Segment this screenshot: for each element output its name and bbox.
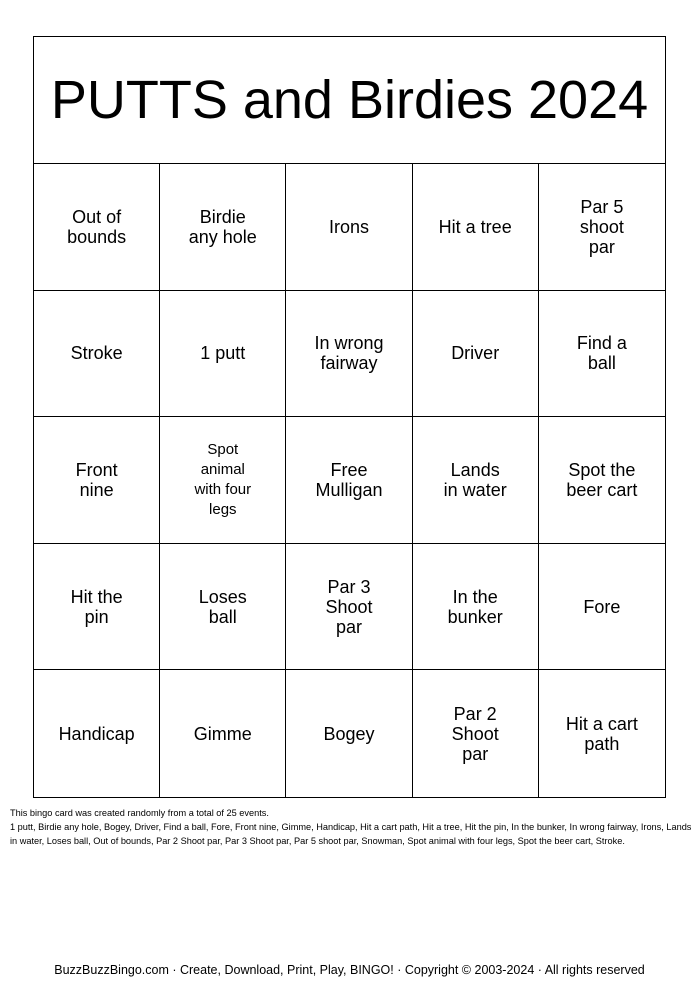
bingo-cell: Out of bounds [34,164,160,291]
bingo-cell: In the bunker [413,544,539,671]
bingo-cell: Spot animal with four legs [160,417,286,544]
bingo-cell: Par 3 Shoot par [286,544,412,671]
bingo-cell: Bogey [286,670,412,797]
bingo-cell: Free Mulligan [286,417,412,544]
card-title: PUTTS and Birdies 2024 [34,37,665,164]
bingo-grid [34,164,665,797]
bingo-cell: Fore [539,544,665,671]
bingo-cell: Stroke [34,291,160,418]
bingo-cell: Find a ball [539,291,665,418]
bingo-cell: Handicap [34,670,160,797]
bingo-cell: In wrong fairway [286,291,412,418]
bingo-cell: Lands in water [413,417,539,544]
bingo-card [33,36,666,798]
bingo-cell: Par 2 Shoot par [413,670,539,797]
info-summary: This bingo card was created randomly from a total of 25 events. [10,808,269,818]
bingo-cell: Par 5 shoot par [539,164,665,291]
bingo-cell: Hit a tree [413,164,539,291]
bingo-cell: Gimme [160,670,286,797]
info-event-list: 1 putt, Birdie any hole, Bogey, Driver, Find a ball, Fore, Front nine, Gimme, Handicap, Hit a cart path, Hit a tree, Hit the pin, In the bunker, In wrong fairway, Irons, Lands in water, Loses ball, Out of bounds, Par 2 Shoot par, Par 3 Shoot par, Par 5 shoot par, Snowman, Spot animal with four legs, Spot the beer cart, Stroke. [10,822,692,846]
bingo-cell: Hit a cart path [565,713,638,754]
footer: BuzzBuzzBingo.com · Create, Download, Print, Play, BINGO! · Copyright © 2003-2024 · All rights reserved [54,963,645,977]
card-info [10,806,695,848]
bingo-cell: Birdie any hole [160,164,286,291]
bingo-cell: Hit the pin [34,544,160,671]
bingo-cell: Front nine [34,417,160,544]
bingo-cell: 1 putt [160,291,286,418]
bingo-cell: Driver [413,291,539,418]
bingo-cell: Loses ball [160,544,286,671]
bingo-cell: Spot the beer cart [539,417,665,544]
bingo-cell: Irons [286,164,412,291]
